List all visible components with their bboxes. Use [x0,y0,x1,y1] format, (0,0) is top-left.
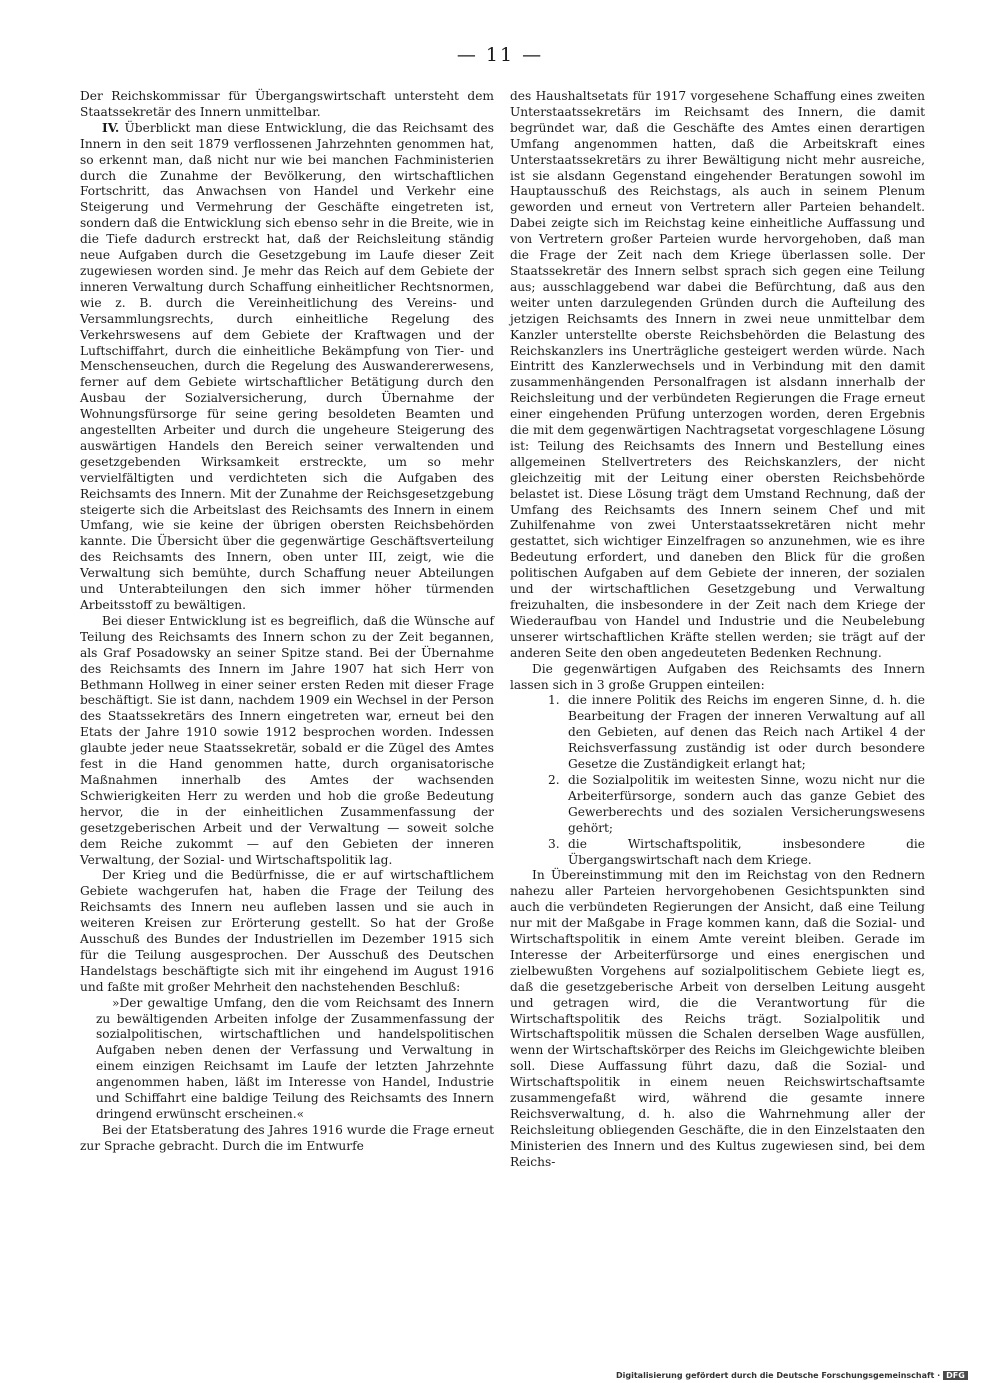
paragraph [510,662,925,694]
right-column [510,89,925,1171]
paragraph [80,868,494,995]
footer-credit [616,1371,968,1380]
page-number: — 11 — [456,44,544,66]
footer-text: Digitalisierung gefördert durch die Deutsche Forschungsgemeinschaft · [616,1371,941,1380]
quotation [96,996,494,1123]
dfg-logo: DFG [943,1371,968,1380]
paragraph [510,89,925,662]
paragraph [80,89,494,121]
left-column [80,89,494,1155]
paragraph-text: des Haushaltsetats für 1917 vorgesehene Schaffung eines zweiten Unterstaatssekretärs im Reichsamt des Innern, die damit begründet war, daß die Geschäfte des Amtes einen derartigen Umfang angenommen hatten, daß die Arbeitskraft eines Unterstaatssekretärs zu ihrer Bewältigung nicht mehr ausreiche, ist sie alsdann Gegenstand eingehender Beratungen sowohl im Hauptausschuß des Reichstags, als auch in seinem Plenum geworden und erneut von Vertretern aller Parteien behandelt. Dabei zeigte sich im Reichstag keine einheitliche Auffassung und von Vertretern großer Parteien wurde hervorgehoben, daß man die Frage der Zeit nach dem Kriege überlassen solle. Der Staatssekretär des Innern selbst sprach sich gegen eine Teilung aus; ausschlaggebend war dabei die Befürchtung, daß aus den weiter unten darzulegenden Gründen durch die Aufteilung des jetzigen Reichsamts des Innern in zwei neue unmittelbar dem Kanzler unterstellte oberste Reichsbehörden die Belastung des Reichskanzlers ins Unerträgliche gesteigert werden würde. Nach Eintritt des Kanzlerwechsels und in Verbindung mit den damit zusammenhängenden Personalfragen ist alsdann innerhalb der Reichsleitung und der verbündeten Regierungen die Frage erneut einer eingehenden Prüfung unterzogen worden, deren Ergebnis die mit dem gegenwärtigen Nachtragsetat vorgeschlagene Lösung ist: Teilung des Reichsamts des Innern und Bestellung eines allgemeinen Stellvertreters des Reichskanzlers, der nicht gleichzeitig mit der Leitung einer obersten Reichsbehörde belastet ist. Diese Lösung trägt dem Umstand Rechnung, daß der Umfang des Reichsamts des Innern seinem Chef und mit Zuhilfenahme von zwei Unterstaatssekretären nicht mehr gestattet, sich wichtiger Einzelfragen so anzunehmen, wie es ihre Bedeutung erfordert, und daneben den Blick für die großen politischen Aufgaben auf dem Gebiete der inneren, der sozialen und der wirtschaftlichen Gesetzgebung und Verwaltung freizuhalten, die insbesondere in der Zeit nach dem Kriege der Wiederaufbau von Handel und Industrie und die Neubelebung unserer wirtschaftlichen Kräfte stellen werden; sie trägt auf der anderen Seite den oben angedeuteten Bedenken Rechnung. [510,89,925,660]
list-item [548,693,925,773]
numbered-list [510,693,925,868]
list-text: die innere Politik des Reichs im engeren Sinne, d. h. die Bearbeitung der Fragen der inneren Verwaltung auf all den Gebieten, auf denen das Reich nach Artikel 4 der Reichsverfassung zuständig ist oder durch besondere Gesetze die Zuständigkeit erlangt hat; [568,693,925,772]
list-number: 3. [548,836,560,851]
paragraph [80,614,494,869]
paragraph-text: »Der gewaltige Umfang, den die vom Reichsamt des Innern zu bewältigenden Arbeiten infolge der Zusammenfassung der sozialpolitischen, wirtschaftlichen und handelspolitischen Aufgaben neben denen der Verfassung und Verwaltung in einem einzigen Reichsamt im Laufe der letzten Jahrzehnte angenommen haben, läßt im Interesse von Handel, Industrie und Schiffahrt eine baldige Teilung des Reichsamts des Innern dringend erwünscht erscheinen.« [96,995,494,1121]
paragraph-text: In Übereinstimmung mit den im Reichstag von den Rednern nahezu aller Parteien hervorgehobenen Gesichtspunkten sind auch die verbündeten Regierungen der Ansicht, daß eine Teilung nur mit der Maßgabe in Frage kommen kann, daß die Sozial- und Wirtschaftspolitik in einem Amte vereint bleiben. Gerade im Interesse der Arbeiterfürsorge und eines energischen und zielbewußten Vorgehens auf sozialpolitischem Gebiete liegt es, daß die gesetzgeberische Arbeit von derselben Leitung ausgeht und getragen wird, die die Verantwortung für die Wirtschaftspolitik des Reichs trägt. Sozialpolitik und Wirtschaftspolitik müssen die Schalen derselben Wage ausfüllen, wenn der Wirtschaftskörper des Reichs im Gleichgewichte bleiben soll. Diese Auffassung führt dazu, daß die Sozial- und Wirtschaftspolitik in einem neuen Reichswirtschaftsamte zusammengefaßt wird, während die gesamte innere Reichsverwaltung, d. h. also die Wahrnehmung aller der Reichsleitung obliegenden Geschäfte, die in den Einzelstaaten den Ministerien des Innern und des Kultus zugewiesen sind, bei dem Reichs- [510,868,925,1169]
paragraph-text: Der Krieg und die Bedürfnisse, die er auf wirtschaftlichem Gebiete wachgerufen hat, haben die Frage der Teilung des Reichsamts des Innern neu aufleben lassen und sie auch in weiteren Kreisen zur Erörterung gestellt. So hat der Große Ausschuß des Bundes der Industriellen im Dezember 1915 sich für die Teilung ausgesprochen. Der Ausschuß des Deutschen Handelstags beschäftigte sich mit ihr eingehend im August 1916 und faßte mit großer Mehrheit den nachstehenden Beschluß: [80,868,494,994]
list-item [548,836,925,869]
paragraph-text: Überblickt man diese Entwicklung, die das Reichsamt des Innern in den seit 1879 verflossenen Jahrzehnten genommen hat, so erkennt man, daß nicht nur wie bei manchen Fachministerien durch die Zunahme der Bevölkerung, den wirtschaftlichen Fortschritt, das Anwachsen von Handel und Verkehr eine Steigerung und Vermehrung der Geschäfte eingetreten ist, sondern daß die Entwicklung sich ebenso sehr in die Breite, wie in die Tiefe dadurch erstreckt hat, daß der Reichsleitung ständig neue Aufgaben durch die Gesetzgebung im Laufe dieser Zeit zugewiesen worden sind. Je mehr das Reich auf dem Gebiete der inneren Verwaltung durch Schaffung einheitlicher Rechtsnormen, wie z. B. durch die Vereinheitlichung des Vereins- und Versammlungsrechts, durch einheitliche Regelung des Verkehrswesens auf dem Gebiete der Kraftwagen und der Luftschiffahrt, durch die einheitliche Bekämpfung von Tier- und Menschenseuchen, durch die Regelung des Auswandererwesens, ferner auf dem Gebiete wirtschaftlicher Betätigung durch den Ausbau der Sozialversicherung, durch Übernahme der Wohnungsfürsorge für seine gering besoldeten Beamten und angestellten Arbeiter und durch die ungeheure Steigerung des auswärtigen Handels den Bereich seiner verwaltenden und gesetzgebenden Wirksamkeit erstreckte, um so mehr vervielfältigten und verdichteten sich die Aufgaben des Reichsamts des Innern. Mit der Zunahme der Reichsgesetzgebung steigerte sich die Arbeitslast des Reichsamts des Innern in einem Umfang, wie sie keine der übrigen obersten Reichsbehörden kannte. Die Übersicht über die gegenwärtige Geschäftsverteilung des Reichsamts des Innern, oben unter III, zeigt, wie die Verwaltung sich bemühte, durch Schaffung neuer Abteilungen und Unterabteilungen den sich immer höher türmenden Arbeitsstoff zu bewältigen. [80,120,494,612]
list-text: die Sozialpolitik im weitesten Sinne, wozu nicht nur die Arbeiterfürsorge, sondern auch das ganze Gebiet des Gewerberechts und des sozialen Versicherungswesens gehört; [568,772,925,835]
paragraph [510,868,925,1170]
paragraph [80,1123,494,1155]
list-text: die Wirtschaftspolitik, insbesondere die Übergangswirtschaft nach dem Kriege. [568,836,925,867]
paragraph-text: Bei der Etatsberatung des Jahres 1916 wurde die Frage erneut zur Sprache gebracht. Durch die im Entwurfe [80,1122,494,1153]
paragraph-text: Die gegenwärtigen Aufgaben des Reichsamts des Innern lassen sich in 3 große Gruppen einteilen: [510,661,925,692]
paragraph-text: Bei dieser Entwicklung ist es begreiflich, daß die Wünsche auf Teilung des Reichsamts des Innern schon zu der Zeit begannen, als Graf Posadowsky an seiner Spitze stand. Bei der Übernahme des Reichsamts des Innern im Jahre 1907 hat sich Herr von Bethmann Hollweg in einer seiner ersten Reden mit dieser Frage beschäftigt. Sie ist dann, nachdem 1909 ein Wechsel in der Person des Staatssekretärs des Innern eingetreten war, erneut bei den Etats der Jahre 1910 sowie 1912 besprochen worden. Indessen glaubte jeder neue Staatssekretär, sobald er die Zügel des Amtes fest in die Hand genommen hatte, durch organisatorische Maßnahmen innerhalb des Amtes der wachsenden Schwierigkeiten Herr zu werden und hob die große Bedeutung hervor, die in der einheitlichen Zusammenfassung der gesetzgeberischen Arbeit und der Verwaltung — soweit solche dem Reiche zukommt — auf den Gebieten der inneren Verwaltung, der Sozial- und Wirtschaftspolitik lag. [80,613,494,867]
list-item [548,772,925,837]
list-number: 2. [548,772,560,787]
list-number: 1. [548,693,560,708]
paragraph-text: Der Reichskommissar für Übergangswirtschaft untersteht dem Staatssekretär des Innern unmittelbar. [80,89,494,119]
paragraph [80,121,494,614]
section-number: IV. [102,120,120,135]
